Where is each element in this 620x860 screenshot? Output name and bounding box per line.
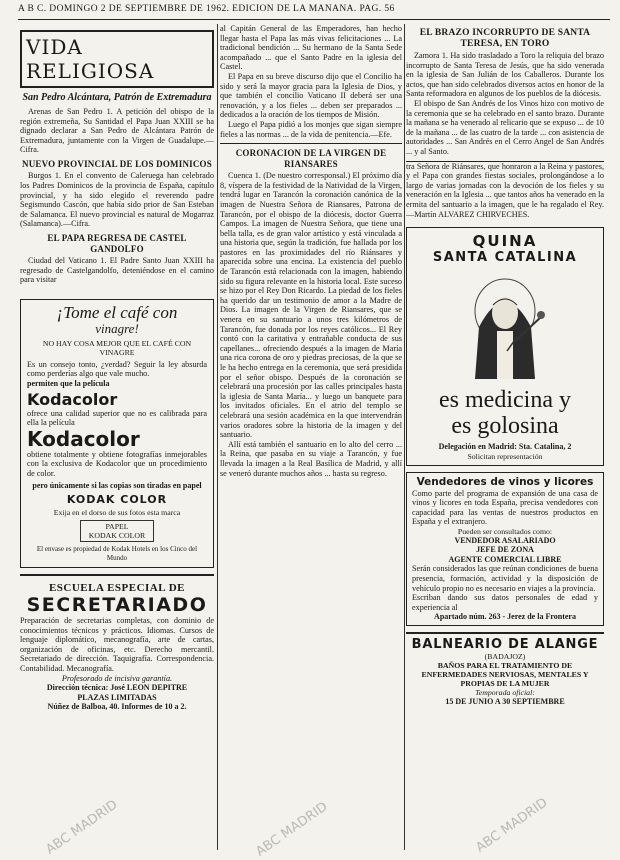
article-headline: NUEVO PROVINCIAL DE LOS DOMINICOS (22, 158, 212, 169)
column-1 (20, 24, 214, 850)
ad-text: KODAK COLOR (66, 492, 168, 506)
column-3 (406, 24, 604, 850)
watermark: ABC MADRID (473, 795, 551, 856)
article-headline: San Pedro Alcántara, Patrón de Extremadura (22, 92, 212, 103)
ad-headline: es golosina (451, 413, 559, 440)
ad-text: Serán considerados las que reúnan condiciones de buena presencia, formación, actividad y la disposición de vehículo propio no es necesario en viajes a la provincia. (412, 564, 598, 593)
kodacolor-logo-text: Kodacolor (27, 426, 140, 451)
article-headline: EL PAPA REGRESA DE CASTEL GANDOLFO (47, 233, 187, 254)
paper-mark (80, 520, 154, 542)
article-body: El Papa en su breve discurso dijo que el Concilio ha sido y será la mayor gracia para la Iglesia de Dios, y que también el concilio Vaticano II deberá ser una renovación, y a los fieles ... deben ser preparados ... dedicados a la oración de los tiempos de Misión. (220, 71, 402, 120)
ad-text: pero únicamente si las copias son tiradas en papel (32, 481, 202, 491)
ad-headline: SECRETARIADO (26, 593, 208, 616)
ad-text: Pueden ser consultados como: (457, 526, 553, 536)
article-body: Ciudad del Vaticano 1. El Padre Santo Juan XXIII ha regresado de Castelgandolfo, deteniéndose en el camino para visitar (20, 256, 214, 285)
ad-text: ofrece una calidad superior que no es calibrada para ella la película (27, 408, 207, 428)
masthead-rule (18, 19, 610, 20)
ad-headline: Vendedores de vinos y licores (416, 475, 594, 488)
divider (20, 574, 214, 576)
ad-text: VENDEDOR ASALARIADO (454, 535, 556, 545)
ad-text: Núñez de Balboa, 40. Informes de 10 a 2. (47, 702, 187, 712)
ad-text: AGENTE COMERCIAL LIBRE (448, 554, 562, 564)
balneario-ad (406, 632, 604, 707)
ad-text: Es un consejo tonto, ¿verdad? Seguir la ley absurda como perderías algo que vale mucho. (27, 359, 207, 379)
ad-headline: ¡Tome el café con (56, 302, 178, 322)
article-body: Burgos 1. En el convento de Caleruega han celebrado los Padres Dominicos de la provincia de España, capítulo provincial, y ha sido elegido el reverendo padre Segismundo Cascón, que había sido prior de San Esteban de Salamanca. El nuevo provincial es natural de Mogarraz (Salamanca).—Cifra. (20, 171, 214, 229)
ad-text: Temporada oficial: (475, 687, 535, 697)
column-divider (217, 24, 218, 850)
ad-text: BAÑOS PARA EL TRATAMIENTO DE ENFERMEDADES NERVIOSAS, MENTALES Y PROPIAS DE LA MUJER (421, 660, 589, 688)
ad-text: (BADAJOZ) (484, 651, 526, 661)
ad-text: Preparación de secretarias completas, con dominio de conocimientos técnicos y prácticos. Idiomas. Cursos de lenguaje diplomático, mecanografía, arte de cartas, organización de oficinas, etc. Derecho mercantil. Secretariado de dirección. Taquigrafía. Correspondencia. Contabilidad. Mecanografía. (20, 615, 214, 673)
article-body: Allí está también el santuario en lo alto del cerro ... la Reina, que pasaba en su viaje a Tarancón, y fue llevada la imagen a la Real Basílica de Madrid, y allí se veneró durante muchos años ... hasta su regreso. (220, 439, 402, 478)
saint-portrait-illustration (457, 271, 553, 381)
ad-text: PAPEL (105, 521, 129, 531)
article-body: al Capitán General de las Emperadores, han hecho llegar hasta el Papa las más vivas felicitaciones ... La tradicional bendición ... Su hermano de la Santa Sede acompañado ... que el Santo Padre en la iglesia del Castel. (220, 24, 402, 72)
ad-text: NO HAY COSA MEJOR QUE EL CAFÉ CON VINAGRE (42, 338, 192, 357)
ad-headline: es medicina y (439, 387, 571, 414)
ad-text: Delegación en Madrid: Sta. Catalina, 2 (438, 442, 572, 452)
article-headline: CORONACION DE LA VIRGEN DE RIANSARES (235, 148, 387, 169)
ad-text: Apartado núm. 263 - Jerez de la Frontera (434, 612, 576, 622)
ad-text: Solicitan representación (467, 451, 543, 461)
ad-text: Exija en el dorso de sus fotos esta marca (53, 507, 181, 517)
article-body: Luego el Papa pidió a los monjes que sigan siempre fieles a las normas ... de la vida de penitencia.—Efe. (220, 119, 402, 139)
ad-text: Escriban dando sus datos personales de edad y experiencia al (412, 593, 598, 612)
divider (220, 143, 402, 144)
article-body: El obispo de San Andrés de los Vinos hizo con motivo de la ceremonia que se ha celebrado en el santo brazo. Durante la mañana se ha venerado al relicario que se expuso ... de 10 de la mañana ... de las cuatro de la tarde ... con asistencia de autoridades ... San Andrés en el Cerro Angel de San Andrés ... y al Santo. (406, 98, 604, 156)
ad-headline: ESCUELA ESPECIAL DE (48, 581, 186, 594)
saint-portrait-icon (457, 271, 553, 381)
ad-headline: BALNEARIO DE ALANGE (411, 636, 599, 652)
ad-text: PLAZAS LIMITADAS (77, 692, 157, 702)
ad-headline: SANTA CATALINA (432, 250, 578, 266)
ad-headline: vinagre! (95, 320, 139, 336)
ad-text: Dirección técnica: José LEON DEPITRE (46, 683, 188, 693)
masthead: A B C. DOMINGO 2 DE SEPTIEMBRE DE 1962. EDICION DE LA MAÑANA. PAG. 56 (18, 4, 395, 14)
article-body: Arenas de San Pedro 1. A petición del obispo de la región extremeña, Su Santidad el Papa Juan XXIII se ha dignado declarar a San Pedro de Alcántara Patrón de Extremadura, juntamente con la Virgen de Guadalupe.—Cifra. (20, 107, 214, 155)
watermark: ABC MADRID (43, 797, 121, 858)
ad-text: permiten que la película (27, 379, 110, 388)
article-headline: EL BRAZO INCORRUPTO DE SANTA TERESA, EN TORO (419, 28, 591, 49)
ad-text: 15 DE JUNIO A 30 SEPTIEMBRE (445, 696, 565, 706)
ad-text: JEFE DE ZONA (476, 545, 534, 555)
kodacolor-logo-text: Kodacolor (27, 389, 118, 409)
article-body: Zamora 1. Ha sido trasladado a Toro la reliquia del brazo incorrupto de Santa Teresa de Jesús, que ha sido venerada en la iglesia de San Julián de los Caballeros. Durante los actos, que han sido celebrados diversos actos en honor de la Santa reformadora en algunos de los pueblos de la diócesis. (406, 51, 604, 99)
ad-text: obtiene totalmente y obtiene fotografías inmejorables con la exclusiva de Kodacolor que un procedimiento de color. (27, 449, 207, 478)
ad-text: KODAK COLOR (88, 530, 146, 540)
ad-text: El envase es propiedad de Kodak Hotels en los Cinco del Mundo (36, 544, 198, 562)
kodacolor-ad (20, 299, 214, 568)
section-title: VIDA RELIGIOSA (20, 30, 214, 88)
column-2 (220, 24, 402, 850)
ad-text: Profesorado de incisiva garantía. (61, 673, 173, 683)
article-body: tra Señora de Riánsares, que honraron a la Reina y pastores, y el Papa con grandes fiestas sociales, prolongándose a lo largo de varias jornadas con la devoción de los fieles y su veneración en la Iglesia ... que tantos años ha venerado en la ermita del santuario a la imagen, que le ha regalado el Rey.—Martín ALVAREZ CHIRVECHES. (406, 161, 604, 219)
quina-ad (406, 227, 604, 466)
article-body: Cuenca 1. (De nuestro corresponsal.) El próximo día 8, víspera de la festividad de la Natividad de la Virgen, tendrá lugar en Tarancón la coronación canónica de la imagen de Nuestra Señora de Riansares, Patrona de Tarancón, por el obispo de la diócesis, doctor Guerra Campos. La imagen de Nuestra Señora, que tiene una bella talla, es de gran valor artístico y está vinculada a una historia que, según la tradición, fue hallada por los pastores en las proximidades del río Riánsares y aparecida sobre una encina. La existencia del pueblo de Tarancón está relacionada con la imagen, habiendo sido su figura relevante en la historia local. Este suceso se hizo por el Rey Don Ricardo. La piedad de los fieles ha querido dar un testimonio de amor a la Madre de Dios. La imagen de la Virgen de Riansares, que se venera en su santuario a unos tres kilómetros de Tarancón, fue donada por los reyes católicos... El Rey contó con la caritativa y entrañable conducta de sus capellanes... ofreciendo después a la imagen de María una rica corona de oro y piedras preciosas, de la que se le ha hecho entrega en la ceremonia, que será presidida por el señor obispo. Después de la coronación se celebrará una procesión por las calles principales hasta la iglesia de Santa María... y luego un banquete para los invitados oficiales. En el atrio del templo se celebrará una sesión académica en la que intervendrán varios oradores sobre la historia de la imagen y del santuario. (220, 171, 402, 440)
column-divider (404, 24, 405, 850)
ad-text: Como parte del programa de expansión de una casa de vinos y licores en toda España, precisa vendedores con capacidad para las ventas de nuestros productos en España y el extranjero. (412, 488, 598, 527)
watermark: ABC MADRID (253, 799, 331, 860)
vinos-ad (406, 472, 604, 626)
ad-headline: QUINA (472, 232, 538, 251)
